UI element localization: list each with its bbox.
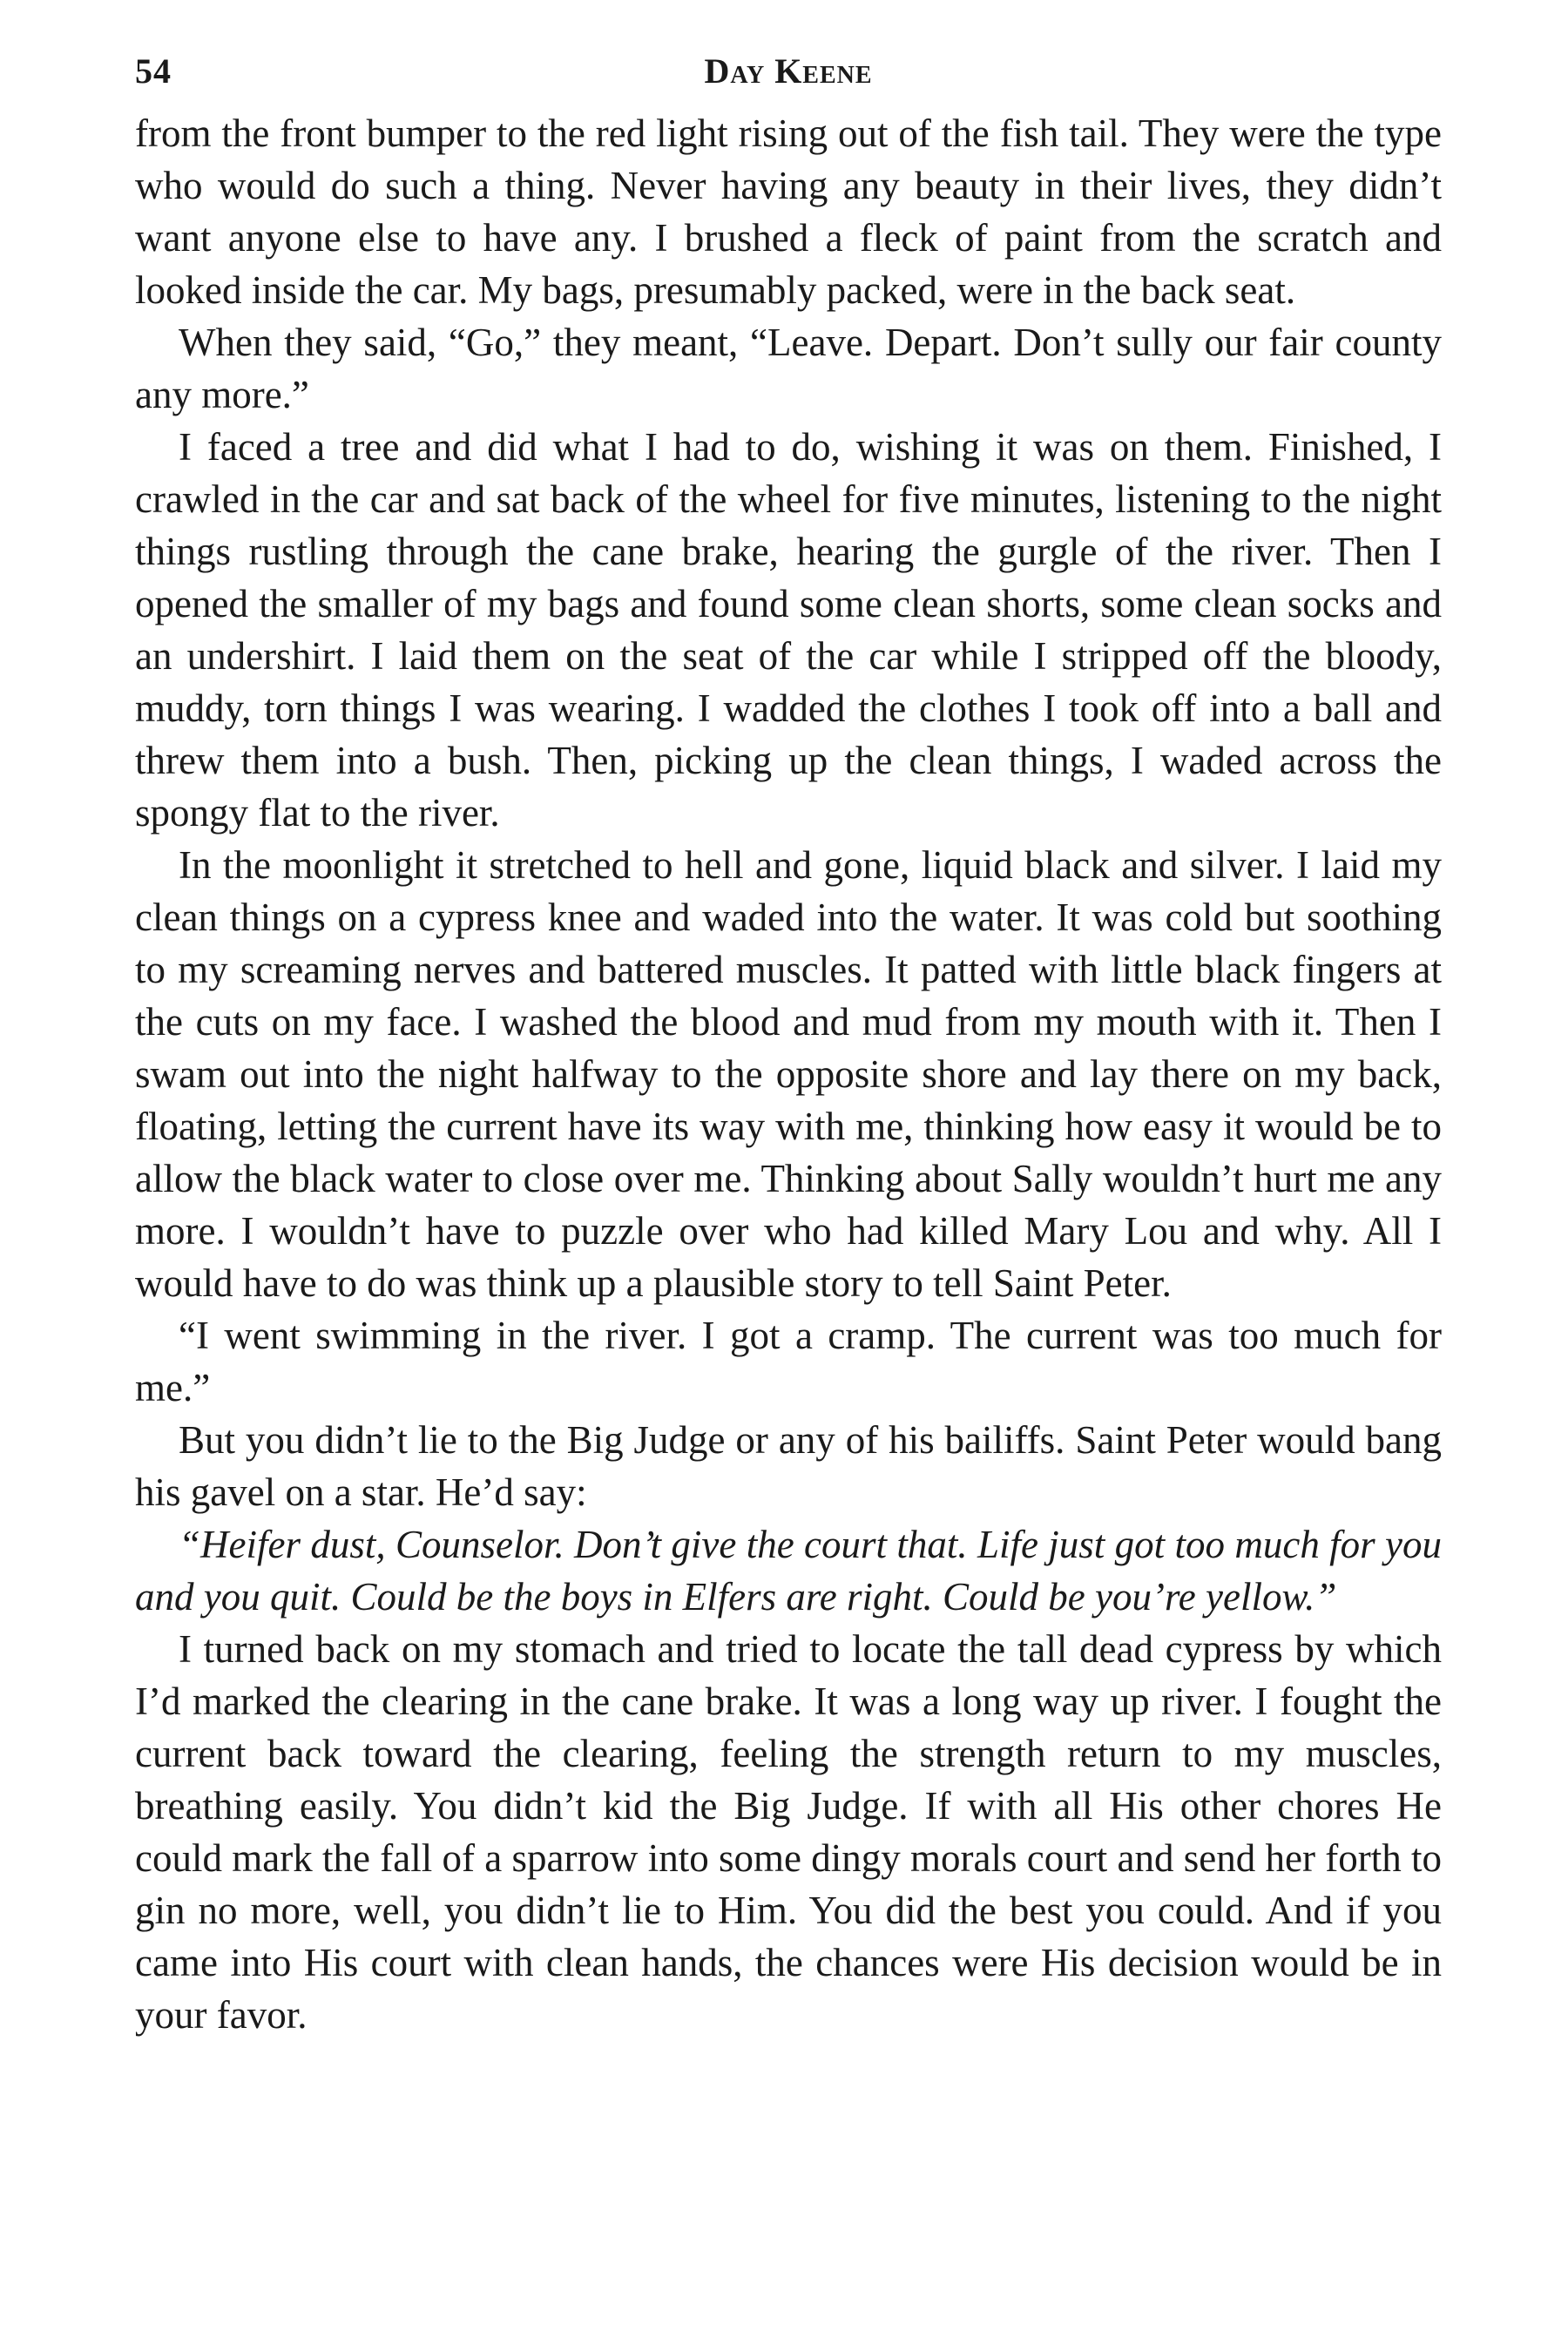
running-title: Day Keene xyxy=(704,51,873,91)
paragraph-5: “I went swimming in the river. I got a cramp. The current was too much for me.” xyxy=(135,1314,1442,1409)
body-text xyxy=(135,107,1442,2041)
paragraph-1: from the front bumper to the red light rising out of the fish tail. They were the type who would do such a thing. Never having any beauty in their lives, they didn’t want anyone else to have any. I brushed a fleck of paint from the scratch and looked inside the car. My bags, presumably packed, were in the back seat. xyxy=(135,112,1442,312)
paragraph-4: In the moonlight it stretched to hell and gone, liquid black and silver. I laid my clean things on a cypress knee and waded into the water. It was cold but soothing to my screaming nerves and battered muscles. It patted with little black fingers at the cuts on my face. I washed the blood and mud from my mouth with it. Then I swam out into the night halfway to the opposite shore and lay there on my back, floating, letting the current have its way with me, thinking how easy it would be to allow the black water to close over me. Thinking about Sally wouldn’t hurt me any more. I wouldn’t have to puzzle over who had killed Mary Lou and why. All I would have to do was think up a plausible story to tell Saint Peter. xyxy=(135,843,1442,1305)
paragraph-2: When they said, “Go,” they meant, “Leave. Depart. Don’t sully our fair county any more.” xyxy=(135,321,1442,416)
page-number: 54 xyxy=(135,51,172,91)
paragraph-3: I faced a tree and did what I had to do, wishing it was on them. Finished, I crawled in the car and sat back of the wheel for five minutes, listening to the night things rustling through the cane brake, hearing the gurgle of the river. Then I opened the smaller of my bags and found some clean shorts, some clean socks and an undershirt. I laid them on the seat of the car while I stripped off the bloody, muddy, torn things I was wearing. I wadded the clothes I took off into a ball and threw them into a bush. Then, picking up the clean things, I waded across the spongy flat to the river. xyxy=(135,425,1442,835)
paragraph-6: But you didn’t lie to the Big Judge or any of his bailiffs. Saint Peter would bang his gavel on a star. He’d say: xyxy=(135,1418,1442,1514)
running-head xyxy=(135,42,1442,103)
paragraph-8: I turned back on my stomach and tried to locate the tall dead cypress by which I’d marked the clearing in the cane brake. It was a long way up river. I fought the current back toward the clearing, feeling the strength return to my muscles, breathing easily. You didn’t kid the Big Judge. If with all His other chores He could mark the fall of a sparrow into some dingy morals court and send her forth to gin no more, well, you didn’t lie to Him. You did the best you could. And if you came into His court with clean hands, the chances were His decision would be in your favor. xyxy=(135,1627,1442,2037)
paragraph-7-italic-quote: “Heifer dust, Counselor. Don’t give the court that. Life just got too much for you and you quit. Could be the boys in Elfers are right. Could be you’re yellow.” xyxy=(135,1523,1442,1619)
book-page xyxy=(135,42,1442,2041)
